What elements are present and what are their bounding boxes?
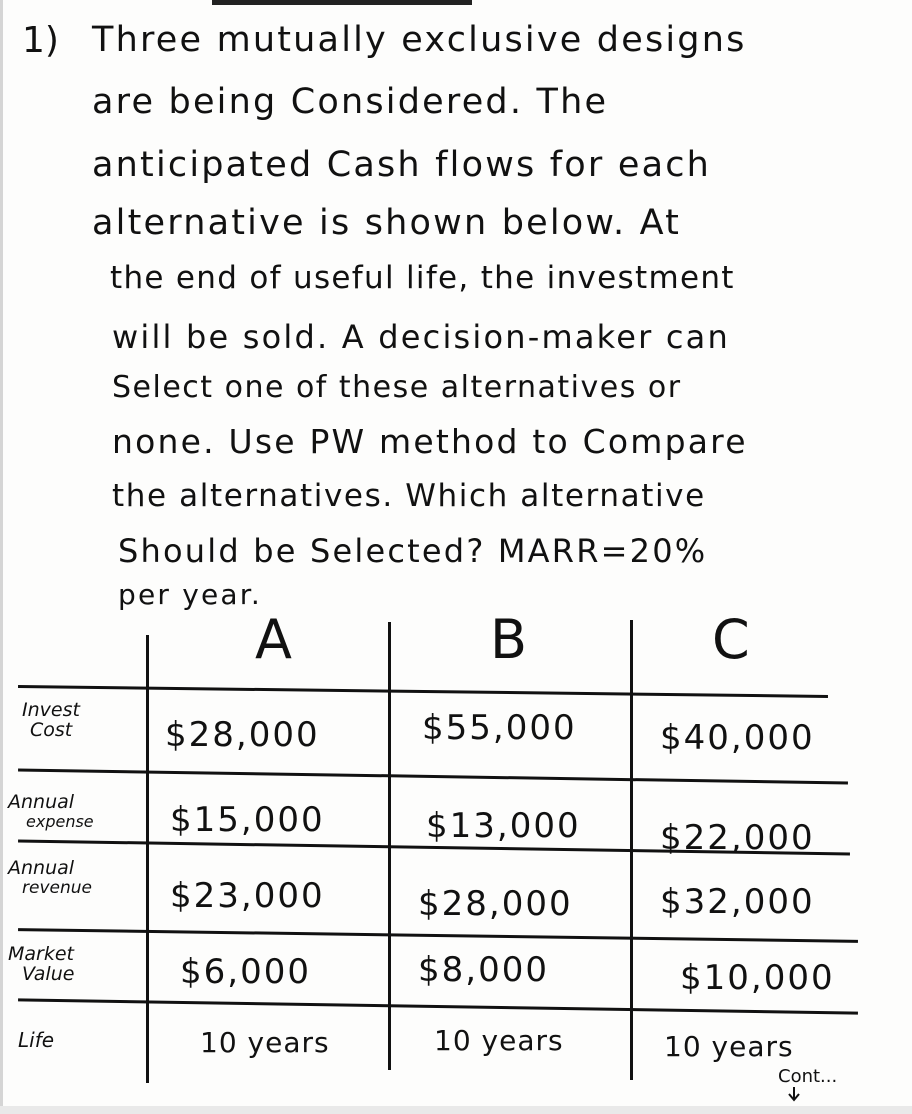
problem-line-2: are being Considered. The (92, 82, 609, 122)
problem-line-8: none. Use PW method to Compare (112, 422, 748, 461)
row-label-line: revenue (22, 878, 92, 898)
cell-a-annual-expense: $15,000 (170, 800, 325, 840)
continued-note: Cont... (778, 1066, 838, 1087)
cell-c-invest-cost: $40,000 (660, 718, 815, 758)
page-bottom-edge (0, 1106, 912, 1114)
row-label-line: Cost (30, 719, 73, 741)
cell-a-market-value: $6,000 (180, 952, 311, 992)
row-label-life (18, 1030, 54, 1050)
table-divider-1 (146, 635, 149, 1083)
row-label-annual-expense (8, 792, 94, 832)
cell-c-market-value: $10,000 (680, 958, 835, 998)
cell-b-invest-cost: $55,000 (422, 708, 577, 748)
row-label-market-value (8, 944, 74, 984)
column-header-c: C (712, 608, 750, 671)
problem-line-10: Should be Selected? MARR=20% (118, 532, 708, 570)
row-label-line: Invest (22, 699, 80, 721)
page-left-edge (0, 0, 3, 1114)
table-rule-4 (18, 928, 858, 943)
problem-line-1: Three mutually exclusive designs (92, 20, 747, 60)
cell-b-market-value: $8,000 (418, 950, 549, 990)
table-rule-2 (18, 768, 848, 784)
row-label-line: Annual (8, 791, 75, 813)
problem-line-4: alternative is shown below. At (92, 203, 682, 243)
cell-b-annual-revenue: $28,000 (418, 884, 573, 924)
row-label-line: expense (26, 812, 94, 831)
cell-b-annual-expense: $13,000 (426, 806, 581, 846)
row-label-invest-cost (22, 700, 80, 740)
problem-number: 1) (22, 20, 59, 61)
row-label-line: Annual (8, 857, 75, 879)
problem-line-11: per year. (118, 578, 263, 611)
problem-line-5: the end of useful life, the investment (110, 260, 735, 296)
column-header-b: B (490, 608, 528, 671)
table-rule-1 (18, 685, 828, 698)
cell-c-annual-revenue: $32,000 (660, 882, 815, 922)
cell-a-annual-revenue: $23,000 (170, 876, 325, 916)
row-label-line: Value (22, 963, 75, 985)
cell-a-life: 10 years (200, 1026, 330, 1059)
cell-b-life: 10 years (434, 1024, 564, 1057)
column-header-a: A (255, 608, 292, 671)
problem-line-3: anticipated Cash flows for each (92, 145, 712, 185)
cell-c-annual-expense: $22,000 (660, 818, 815, 858)
arrow-down-icon (786, 1086, 802, 1102)
cell-a-invest-cost: $28,000 (165, 715, 320, 755)
problem-line-6: will be sold. A decision-maker can (112, 318, 730, 356)
row-label-line: Life (18, 1028, 55, 1052)
table-rule-5 (18, 998, 858, 1014)
problem-line-9: the alternatives. Which alternative (112, 478, 706, 514)
row-label-annual-revenue (8, 858, 92, 898)
problem-line-7: Select one of these alternatives or (112, 370, 682, 405)
top-scan-mark (212, 0, 472, 5)
row-label-line: Market (8, 943, 74, 965)
cell-c-life: 10 years (664, 1030, 794, 1063)
